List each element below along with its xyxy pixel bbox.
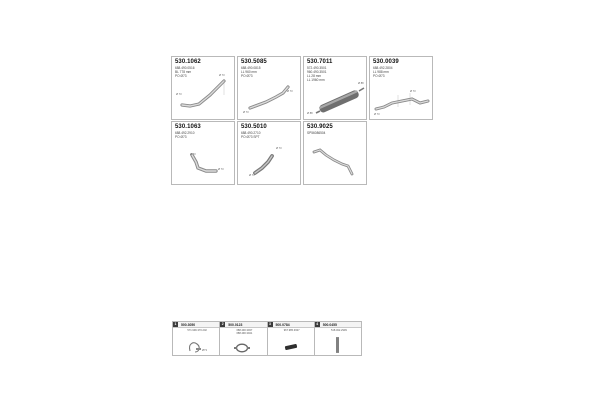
accessory-code: 500.0784 <box>275 322 290 327</box>
accessory-refs: 571.999.370.202 <box>187 329 207 332</box>
accessory-refs: 688.490.3937 688.490.3941 <box>236 329 253 336</box>
item-number: 3 <box>269 322 271 326</box>
accessory-item-1[interactable] <box>173 322 220 355</box>
rubber-mount-icon <box>268 322 315 357</box>
product-refs: 688.490.0815 LL 960 mm PO Ø73 <box>241 66 261 78</box>
accessories-strip <box>172 321 362 356</box>
product-refs: 688.492.2804 LL 988 mm PO Ø73 <box>373 66 393 78</box>
dim-label: Ø 73 <box>374 113 380 116</box>
accessory-item-4[interactable] <box>315 322 361 355</box>
item-number: 2 <box>221 322 224 326</box>
dim-label: Ø 88 <box>307 112 313 115</box>
accessory-refs: 967.985.3937 <box>283 329 300 332</box>
accessory-item-2[interactable] <box>220 322 267 355</box>
dim-label: Ø 73 <box>249 174 255 177</box>
muffler-drawing <box>304 57 368 121</box>
product-card-7[interactable] <box>303 121 367 185</box>
pipe-drawing <box>172 122 236 186</box>
product-refs: 688.492.2910 PO Ø73 <box>175 131 195 139</box>
dim-label: Ø 73 <box>190 153 196 156</box>
product-card-3[interactable] <box>303 56 367 120</box>
accessory-item-3[interactable] <box>268 322 315 355</box>
accessory-refs: 518.492.2909 <box>330 329 347 332</box>
product-code: 530.0039 <box>373 59 399 65</box>
product-code: 530.1062 <box>175 59 201 65</box>
product-refs: 688.490.0516 BL 778 mm PO Ø73 <box>175 66 195 78</box>
item-number: 4 <box>316 322 319 326</box>
pipe-drawing <box>172 57 236 121</box>
dim-label: Ø 73 <box>218 168 224 171</box>
accessory-code: 500.0123 <box>228 322 243 327</box>
product-code: 530.9025 <box>307 124 333 130</box>
pipe-drawing <box>304 122 368 186</box>
dim-label: Ø 73 <box>410 90 416 93</box>
clamp-icon <box>173 322 220 357</box>
product-refs: 572.490.3501 960.490.3501 LL 28 mm LL 1960 mm <box>307 66 327 82</box>
product-card-2[interactable] <box>237 56 301 120</box>
product-code: 530.7011 <box>307 59 333 65</box>
bolt-icon <box>315 322 362 357</box>
dim-label: Ø 73 <box>243 111 249 114</box>
product-code: 530.5010 <box>241 124 267 130</box>
product-refs: 688.490.2710 PO Ø73 SPT <box>241 131 261 139</box>
item-number: 1 <box>174 322 177 326</box>
pipe-drawing <box>370 57 434 121</box>
dim-label: Ø 73 <box>219 74 225 77</box>
pipe-drawing <box>238 122 302 186</box>
product-refs: SP56086504 <box>307 131 326 135</box>
dim-label: Ø 73 <box>276 147 282 150</box>
product-card-6[interactable] <box>237 121 301 185</box>
dim-label: Ø 88 <box>358 82 364 85</box>
accessory-code: 500.3050 <box>181 322 196 327</box>
product-code: 530.1063 <box>175 124 201 130</box>
product-code: 530.5085 <box>241 59 267 65</box>
accessory-code: 500.0455 <box>322 322 337 327</box>
product-card-1[interactable] <box>171 56 235 120</box>
dim-label: Ø 73 <box>176 93 182 96</box>
product-card-4[interactable] <box>369 56 433 120</box>
product-card-5[interactable] <box>171 121 235 185</box>
dim-label: Ø 73 <box>287 90 293 93</box>
ring-clamp-icon <box>220 322 267 357</box>
dim-label: Ø73 <box>202 349 207 352</box>
